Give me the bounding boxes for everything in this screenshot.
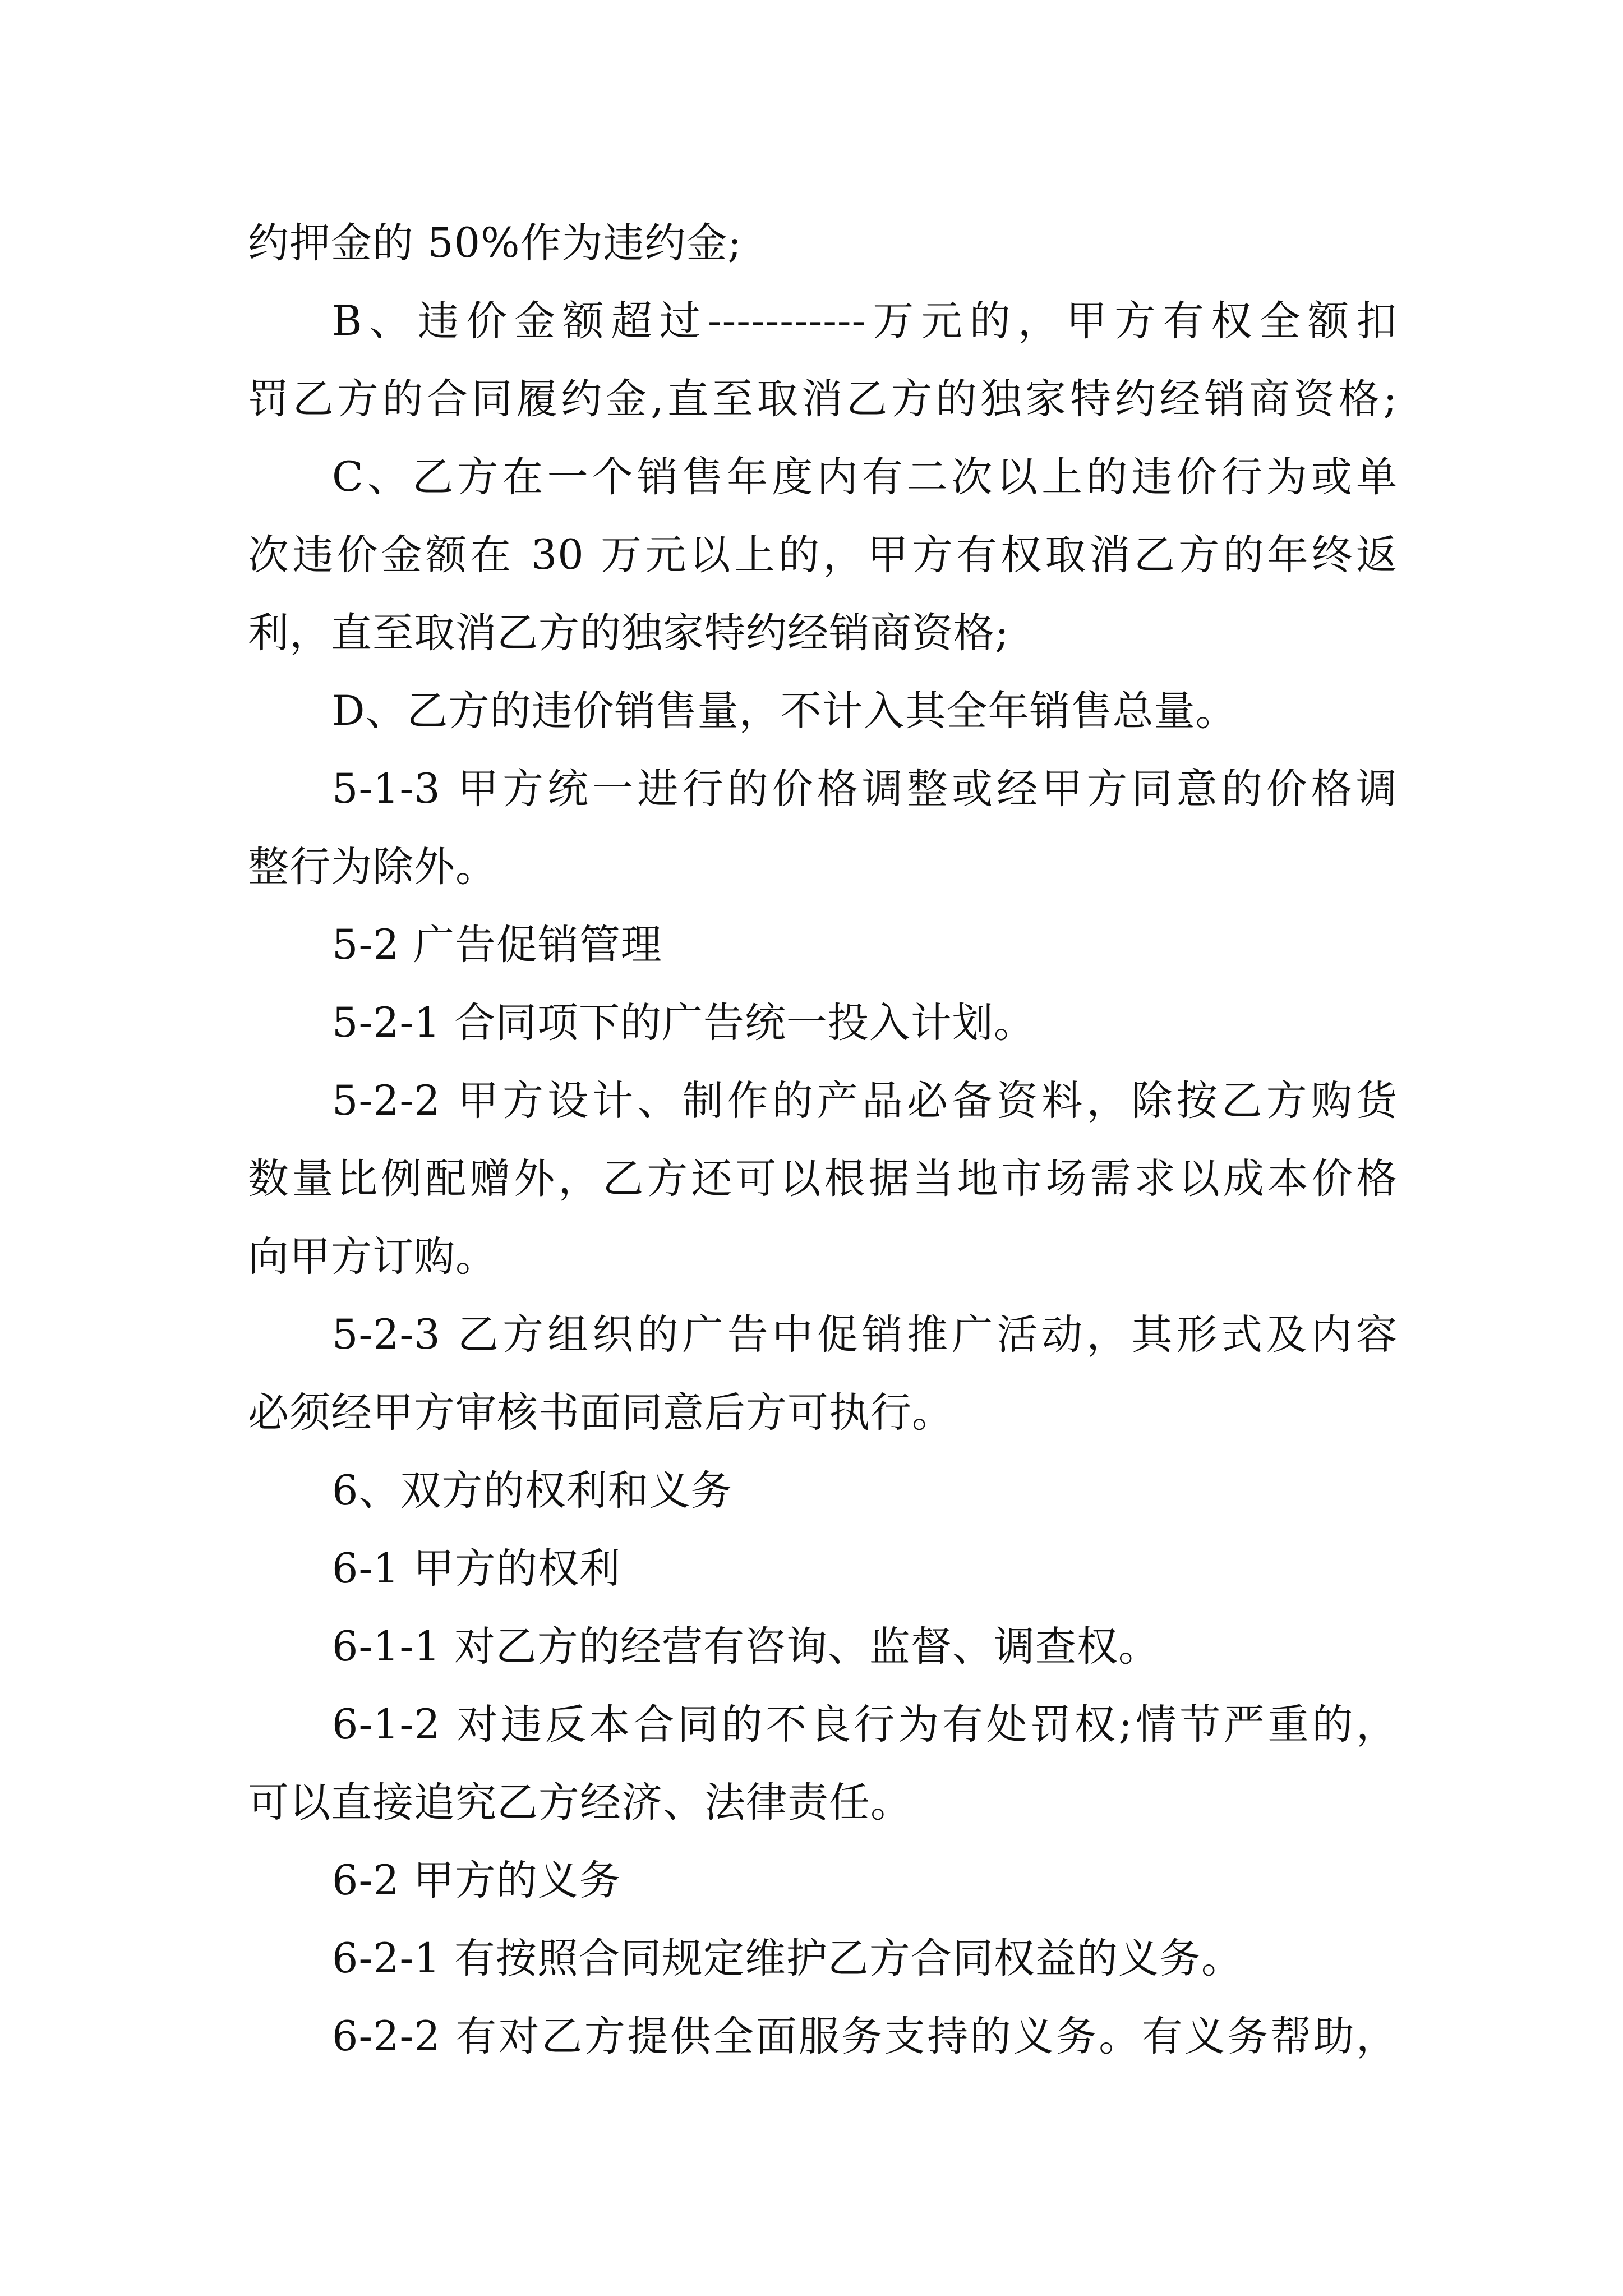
text-line: 5-2-1 合同项下的广告统一投入计划。 — [332, 999, 1035, 1047]
text-line: D、乙方的违价销售量，不计入其全年销售总量。 — [332, 687, 1237, 735]
text-line: 向甲方订购。 — [248, 1233, 497, 1281]
text-line: 整行为除外。 — [248, 843, 497, 891]
text-line: 罚乙方的合同履约金,直至取消乙方的独家特约经销商资格; — [248, 375, 1398, 423]
text-line: 6-1-1 对乙方的经营有咨询、监督、调查权。 — [332, 1623, 1160, 1671]
text-line: 利，直至取消乙方的独家特约经销商资格; — [248, 609, 1009, 657]
text-line: B、违价金额超过-----------万元的，甲方有权全额扣 — [332, 297, 1398, 345]
text-line: 次违价金额在 30 万元以上的，甲方有权取消乙方的年终返 — [248, 531, 1398, 579]
text-line: 6-2-2 有对乙方提供全面服务支持的义务。有义务帮助， — [332, 2013, 1398, 2060]
section-heading: 6-1 甲方的权利 — [332, 1545, 621, 1593]
text-line: 5-2-3 乙方组织的广告中促销推广活动，其形式及内容 — [332, 1311, 1398, 1359]
text-line: C、乙方在一个销售年度内有二次以上的违价行为或单 — [332, 453, 1398, 501]
text-line: 5-2-2 甲方设计、制作的产品必备资料，除按乙方购货 — [332, 1077, 1398, 1125]
section-heading: 6、双方的权利和义务 — [332, 1467, 732, 1515]
text-line: 可以直接追究乙方经济、法律责任。 — [248, 1779, 912, 1826]
text-line: 6-2-1 有按照合同规定维护乙方合同权益的义务。 — [332, 1935, 1243, 1982]
text-line: 6-1-2 对违反本合同的不良行为有处罚权;情节严重的， — [332, 1701, 1398, 1749]
text-line: 5-1-3 甲方统一进行的价格调整或经甲方同意的价格调 — [332, 765, 1398, 813]
text-line: 数量比例配赠外，乙方还可以根据当地市场需求以成本价格 — [248, 1155, 1398, 1203]
text-line: 约押金的 50%作为违约金; — [248, 219, 743, 267]
text-line: 必须经甲方审核书面同意后方可执行。 — [248, 1389, 953, 1437]
section-heading: 6-2 甲方的义务 — [332, 1857, 621, 1904]
section-heading: 5-2 广告促销管理 — [332, 921, 662, 969]
